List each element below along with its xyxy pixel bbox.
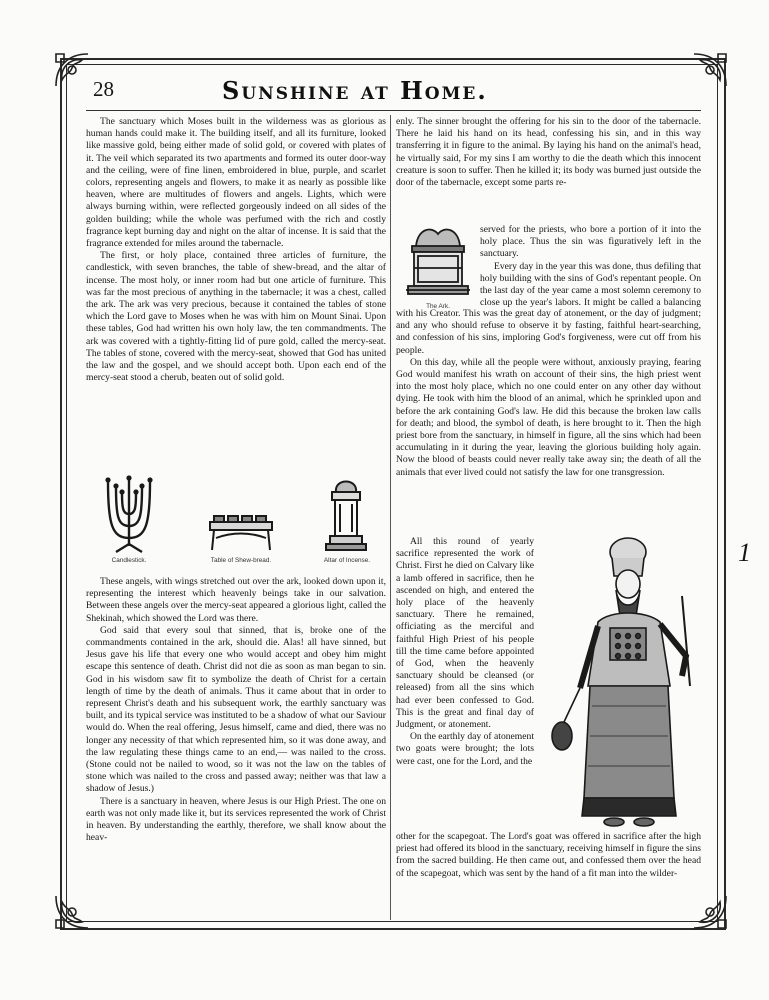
paragraph: enly. The sinner brought the offering for his sin to the door of the tabernacle. There he laid his hand on its head, confessing his sin, and in this way transferring it in figure to the animal. By laying his hand on the animal's head, he virtually said, For my sins I am worthy to die the death which this innocent creature is soon to suffer. Then he killed it; its body was burned just outside the door of the tabernacle, except some parts re- bbox=[396, 116, 701, 189]
altar-of-incense-caption: Altar of Incense. bbox=[323, 557, 371, 564]
page-number: 28 bbox=[93, 77, 114, 101]
column-rule bbox=[390, 115, 391, 920]
running-head-title: Sunshine at Home. bbox=[222, 76, 488, 105]
left-column-top bbox=[86, 116, 386, 454]
ark-caption: The Ark. bbox=[426, 303, 450, 310]
left-column-bottom bbox=[86, 576, 386, 921]
paragraph: There is a sanctuary in heaven, where Jesus is our High Priest. The one on earth was not only made like it, but its services represented the work of Christ in heaven. By understanding the earthly, therefore, we shall know about the heav- bbox=[86, 795, 386, 844]
paragraph: served for the priests, who bore a portion of it into the holy place. Thus the sin was figuratively left in the sanctuary. bbox=[480, 224, 701, 260]
ark-illustration bbox=[404, 224, 472, 302]
paragraph: The sanctuary which Moses built in the wilderness was as glorious as human hands could make it. The building itself, and all its furniture, looked like massive gold, being either made of solid gold, or covered with plates of it. The veil which separated its two apartments and formed its outer door-way and the ceiling, were of fine linen, embroidered in blue, purple, and scarlet colors, representing angels and flowers, to make it as nearly as possible like heaven, where are multitudes of flowers and angels. Lights, which were always burning within, were reflected gorgeously indeed on all sides of the golden building; while the whole was perfumed with the rich and costly fragrance kept burning day and night on the altar of incense. It is said that the fragrance extended for miles around the tabernacle. bbox=[86, 116, 386, 250]
paragraph: other for the scapegoat. The Lord's goat was offered in sacrifice after the high priest had offered its blood in the sanctuary, receiving himself in figure the sins from the sacred building. He then came out, and confessed them over the head of the scapegoat, which was sent by the hand of a fit man into the wilder- bbox=[396, 831, 701, 879]
paragraph: Every day in the year this was done, thus defiling that holy building with the sins of God's repentant people. On the last day of the year came a most solemn ceremony to close up the year's labors. It might be called a balancing bbox=[480, 260, 701, 308]
right-column-beside-priest bbox=[396, 536, 534, 831]
paragraph: These angels, with wings stretched out over the ark, looked down upon it, representing the interest which heavenly beings take in our salvation. Between these angels over the mercy-seat appeared a glorious light, called the Shekinah, which showed the Lord was there. bbox=[86, 576, 386, 624]
corner-ornament-icon bbox=[52, 50, 92, 90]
paragraph: The first, or holy place, contained three articles of furniture, the candlestick, with seven branches, the table of shew-bread, and the altar of incense. The most holy, or inner room had but one article of furniture. This was far the most precious of anything in the tabernacle; it was a chest, called the ark. The ark was very precious, because it contained the tables of stone which the Lord gave to Moses when he was with him on Mount Sinai. Upon these tables, God had written his own holy law, the ten commandments. The ark was covered with a tightly-fitting lid of pure gold, called the mercy-seat. The tables of stone, covered with the mercy-seat, showed that God has united the law and the gospel, and we should accept both. Upon each end of the mercy-seat stood a cherub, beaten out of solid gold. bbox=[86, 250, 386, 384]
candlestick-illustration bbox=[98, 468, 160, 556]
altar-of-incense-illustration bbox=[322, 474, 370, 554]
paragraph: All this round of yearly sacrifice represented the work of Christ. First he died on Calvary like a lamb offered in sacrifice, then he ascended on high, and entered the holy place of the heavenly sanctuary. There he remained, officiating as the merciful and faithful High Priest of his people till the time came before appointed of God, when the heavenly sanctuary should be cleansed (or released) from all the sins which had ever been confessed to God. This is the great and final day of Judgment, or atonement. bbox=[396, 536, 534, 731]
candlestick-caption: Candlestick. bbox=[111, 557, 147, 564]
margin-pencil-mark: 1 bbox=[738, 538, 751, 567]
paragraph: On the earthly day of atonement two goats were brought; the lots were cast, one for the Lord, and the bbox=[396, 731, 534, 767]
corner-ornament-icon bbox=[690, 50, 730, 90]
header-rule bbox=[86, 110, 701, 111]
right-column-middle bbox=[396, 308, 701, 536]
paragraph: God said that every soul that sinned, that is, broke one of the commandments contained in the ark, should die. Alas! all have sinned, but Jesus gave his life that every one who would accept and obey him might escape this sentence of death. Christ did not die as soon as man began to sin. God in his wisdom saw fit to symbolize the death of Christ for a certain length of time by the death of animals. Thus it came about that in order to represent Christ's death and his subsequent work, the earthly sanctuary was built, and its typical service was instituted to be a shadow of what our Saviour would do. When the real offering, Jesus himself, came and died, there was no longer any necessity of that which represented him, so it was done away, and the law regulating these things came to an end,— was nailed to the cross. (Stone could not be nailed to wood, so it was not the law on the tables of stone which was nailed to the cross and passed away; neither was that law a shadow of Jesus.) bbox=[86, 624, 386, 795]
high-priest-illustration bbox=[540, 536, 700, 828]
paragraph: On this day, while all the people were without, anxiously praying, fearing God would manifest his wrath on account of their sins, the high priest went into the most holy place, which no one could enter on any other day without dying. He took with him the blood of an animal, which he sprinkled upon and before the ark containing God's law. He did this because the broken law calls for death; and blood, the symbol of death, is here brought to it. Then the high priest bore from the sanctuary, in himself in figure, all the sins which had been accumulating in it during the year, leaving the glorious building holy again. Now the blood of beasts could never really take away sin; the death of all the animals that ever lived could not satisfy the law for one transgression. bbox=[396, 356, 701, 478]
right-column-top bbox=[396, 116, 701, 224]
paragraph: with his Creator. This was the great day of atonement, or the day of judgment; and any who should refuse to observe it by fasting, faithful heart-searching, and confession of his sins, imploring God's forgiveness, were cut off from his people. bbox=[396, 308, 701, 356]
right-column-bottom bbox=[396, 831, 701, 921]
right-column-beside-ark bbox=[480, 224, 701, 308]
shew-bread-table-caption: Table of Shew-bread. bbox=[210, 557, 272, 564]
shew-bread-table-illustration bbox=[204, 512, 278, 554]
